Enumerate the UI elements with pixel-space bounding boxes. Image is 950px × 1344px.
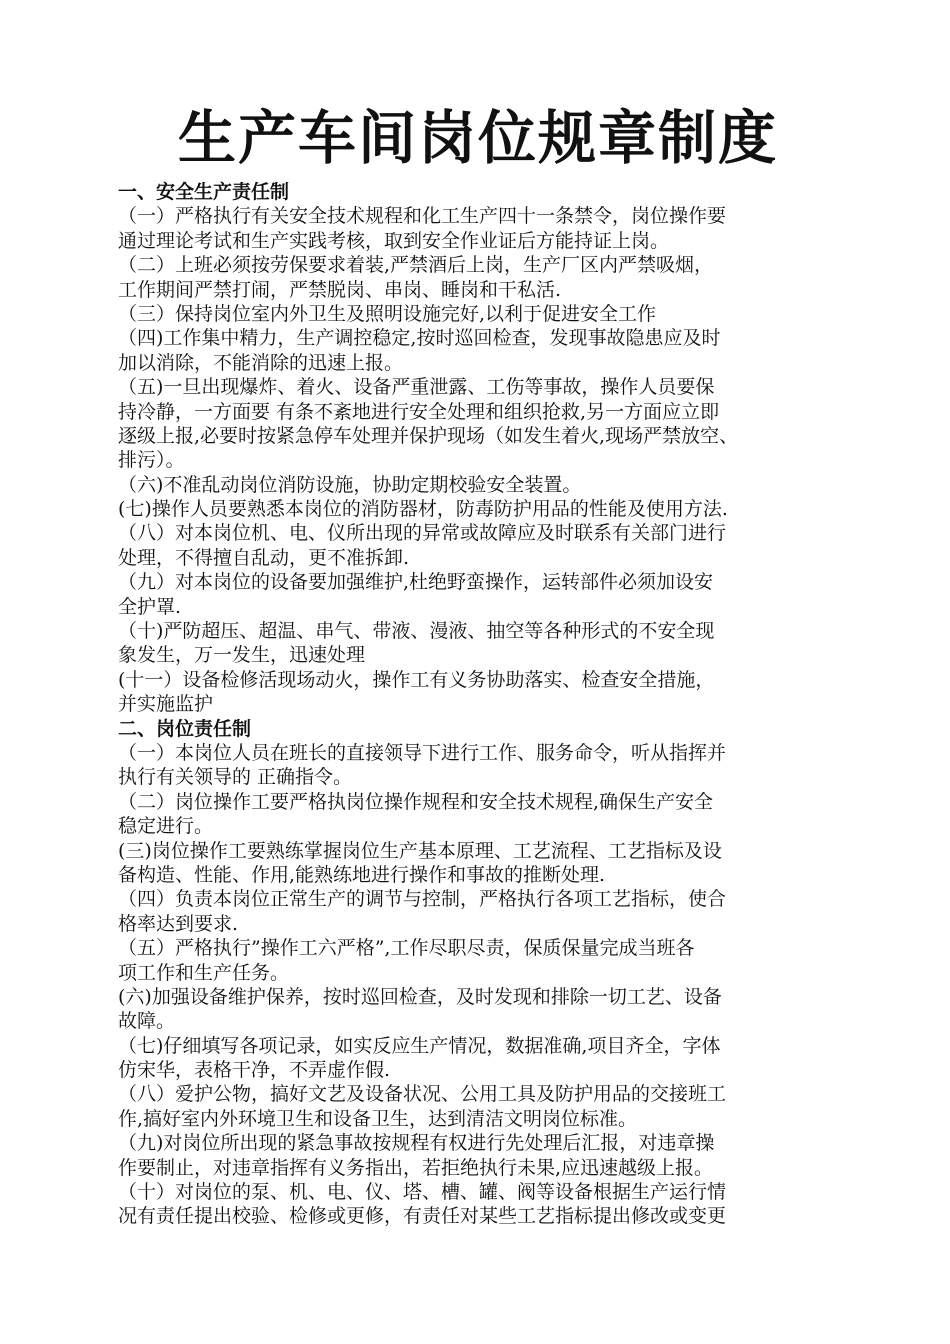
paragraph-line: 逐级上报,必要时按紧急停车处理并保护现场（如发生着火,现场严禁放空、 [118,424,739,447]
paragraph-line: 象发生，万一发生，迅速处理 [118,644,366,667]
paragraph-line: 仿宋华，表格干净，不弄虚作假. [118,1059,391,1082]
paragraph-line: 备构造、性能、作用,能熟练地进行操作和事故的推断处理. [118,863,606,886]
paragraph-line: 格率达到要求. [118,912,239,935]
paragraph-line: (六)加强设备维护保养，按时巡回检查，及时发现和排除一切工艺、设备 [118,985,722,1008]
paragraph-line: (七)操作人员要熟悉本岗位的消防器材，防毒防护用品的性能及使用方法. [118,498,728,521]
paragraph-line: 通过理论考试和生产实践考核，取到安全作业证后方能持证上岗。 [118,229,670,252]
paragraph-line: 项工作和生产任务。 [118,961,290,984]
section-heading: 一、安全生产责任制 [118,181,290,203]
paragraph-line: （九）对本岗位的设备要加强维护,杜绝野蛮操作，运转部件必须加设安 [118,571,714,594]
paragraph-line: 并实施监护 [118,693,214,716]
paragraph-line: 作,搞好室内外环境卫生和设备卫生，达到清洁文明岗位标准。 [118,1107,638,1130]
paragraph-line: 稳定进行。 [118,815,214,838]
paragraph-line: (十一）设备检修活现场动火，操作工有义务协助落实、检查安全措施， [118,668,715,691]
paragraph-line: (三)岗位操作工要熟练掌握岗位生产基本原理、工艺流程、工艺指标及设 [118,839,722,862]
paragraph-line: 加以消除，不能消除的迅速上报。 [118,351,404,374]
paragraph-line: （八）爱护公物，搞好文艺及设备状况、公用工具及防护用品的交接班工 [118,1083,727,1106]
document-page [118,96,838,1229]
paragraph-line: （六)不准乱动岗位消防设施，协助定期校验安全装置。 [118,473,582,496]
section-post-responsibility [118,717,838,1229]
paragraph-line: （九)对岗位所出现的紧急事故按规程有权进行先处理后汇报，对违章操 [118,1132,715,1155]
paragraph-line: （五)一旦出现爆炸、着火、设备严重泄露、工伤等事故，操作人员要保 [118,376,715,399]
document-title: 生产车间岗位规章制度 [177,104,778,172]
paragraph-line: 全护罩. [118,595,182,618]
paragraph-line: （一）本岗位人员在班长的直接领导下进行工作、服务命令，听从指挥并 [118,741,727,764]
paragraph-line: 处理，不得擅自乱动，更不准拆卸. [118,546,410,569]
paragraph-line: （十)严防超压、超温、串气、带液、漫液、抽空等各种形式的不安全现 [118,620,715,643]
paragraph-line: （二）岗位操作工要严格执岗位操作规程和安全技术规程,确保生产安全 [118,790,714,813]
paragraph-line: （八）对本岗位机、电、仪所出现的异常或故障应及时联系有关部门进行 [118,522,727,545]
paragraph-line: （一）严格执行有关安全技术规程和化工生产四十一条禁令，岗位操作要 [118,205,727,228]
paragraph-line: （四)工作集中精力，生产调控稳定,按时巡回检查，发现事故隐患应及时 [118,327,721,350]
paragraph-line: （四）负责本岗位正常生产的调节与控制，严格执行各项工艺指标，使合 [118,888,727,911]
paragraph-line: 况有责任提出校验、检修或更修，有责任对某些工艺指标提出修改或变更 [118,1205,727,1228]
paragraph-line: 执行有关领导的 正确指令。 [118,766,353,789]
paragraph-line: 持冷静，一方面要 有条不紊地进行安全处理和组织抢救,另一方面应立即 [118,400,720,423]
paragraph-line: 排污）。 [118,449,185,472]
paragraph-line: 作要制止，对违章指挥有义务指出，若拒绝执行未果,应迅速越级上报。 [118,1156,714,1179]
paragraph-line: （二）上班必须按劳保要求着装,严禁酒后上岗，生产厂区内严禁吸烟， [118,254,714,277]
paragraph-line: （五）严格执行”操作工六严格”,工作尽职尽责，保质保量完成当班各 [118,937,695,960]
paragraph-line: 工作期间严禁打闹，严禁脱岗、串岗、睡岗和干私活. [118,278,562,301]
section-heading: 二、岗位责任制 [118,717,252,740]
section-safety-responsibility [118,180,838,717]
paragraph-line: （三）保持岗位室内外卫生及照明设施完好,以利于促进安全工作 [118,302,657,325]
paragraph-line: （七)仔细填写各项记录，如实反应生产情况，数据准确,项目齐全，字体 [118,1034,721,1057]
paragraph-line: （十）对岗位的泵、机、电、仪、塔、槽、罐、阀等设备根据生产运行情 [118,1181,727,1204]
paragraph-line: 故障。 [118,1010,176,1033]
